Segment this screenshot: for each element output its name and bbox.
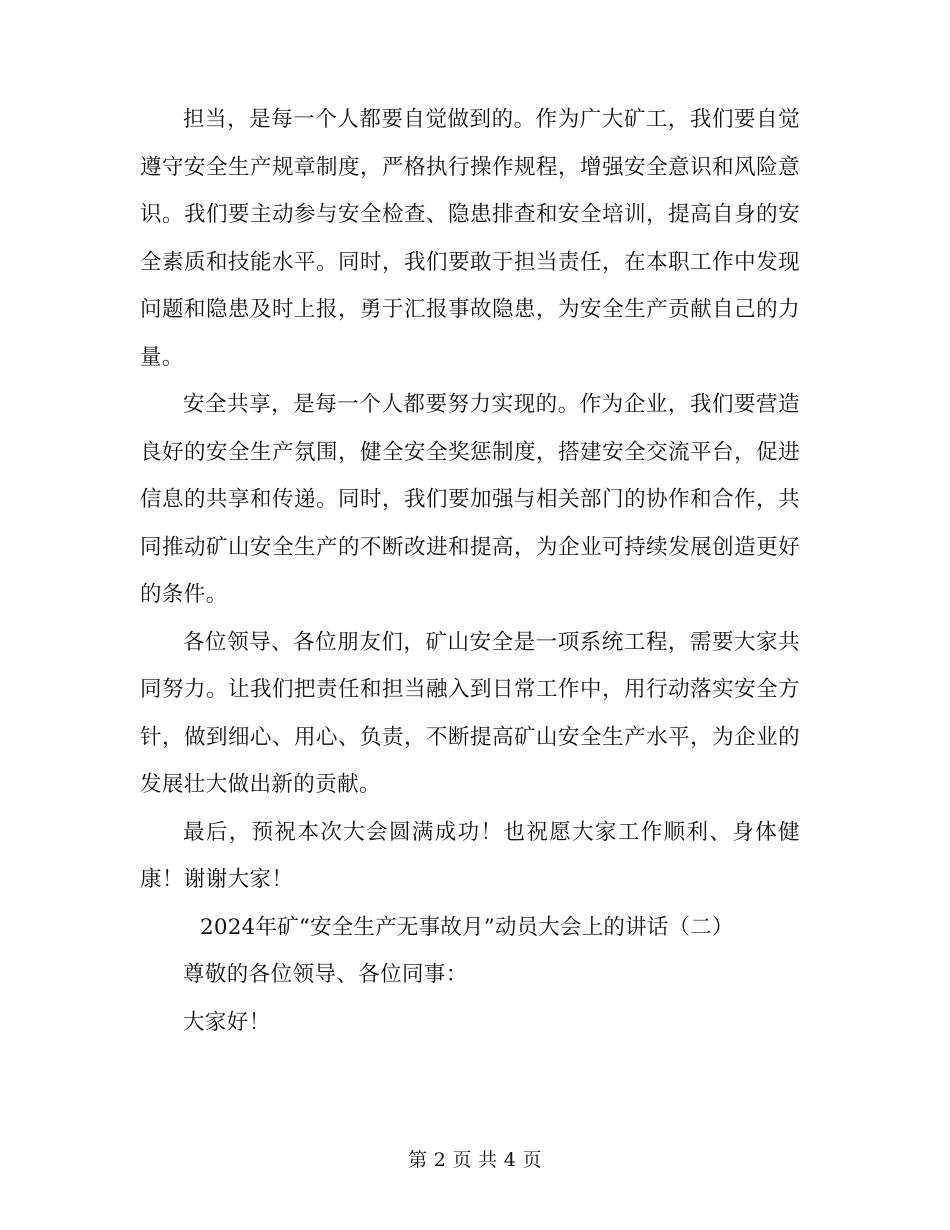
page-footer: 第 2 页 共 4 页 [408,1149,542,1171]
paragraph-system-engineering: 各位领导、各位朋友们，矿山安全是一项系统工程，需要大家共同努力。让我们把责任和担当融入到日常工作中，用行动落实安全方针，做到细心、用心、负责，不断提高矿山安全生产水平，为企业的发展壮大做出新的贡献。 [140,629,800,797]
paragraph-responsibility: 担当，是每一个人都要自觉做到的。作为广大矿工，我们要自觉遵守安全生产规章制度，严格执行操作规程，增强安全意识和风险意识。我们要主动参与安全检查、隐患排查和安全培训，提高自身的安全素质和技能水平。同时，我们要敢于担当责任，在本职工作中发现问题和隐患及时上报，勇于汇报事故隐患，为安全生产贡献自己的力量。 [140,107,800,370]
section-title: 2024年矿“安全生产无事故月”动员大会上的讲话（二） [200,914,734,940]
document-body [140,96,800,1046]
salutation: 尊敬的各位领导、各位同事： [183,962,468,987]
paragraph-closing-wishes: 最后，预祝本次大会圆满成功！也祝愿大家工作顺利、身体健康！谢谢大家！ [140,819,800,892]
paragraph-safety-sharing: 安全共享，是每一个人都要努力实现的。作为企业，我们要营造良好的安全生产氛围，健全安全奖惩制度，搭建安全交流平台，促进信息的共享和传递。同时，我们要加强与相关部门的协作和合作，共同推动矿山安全生产的不断改进和提高，为企业可持续发展创造更好的条件。 [140,392,800,607]
greeting: 大家好！ [183,1009,271,1035]
